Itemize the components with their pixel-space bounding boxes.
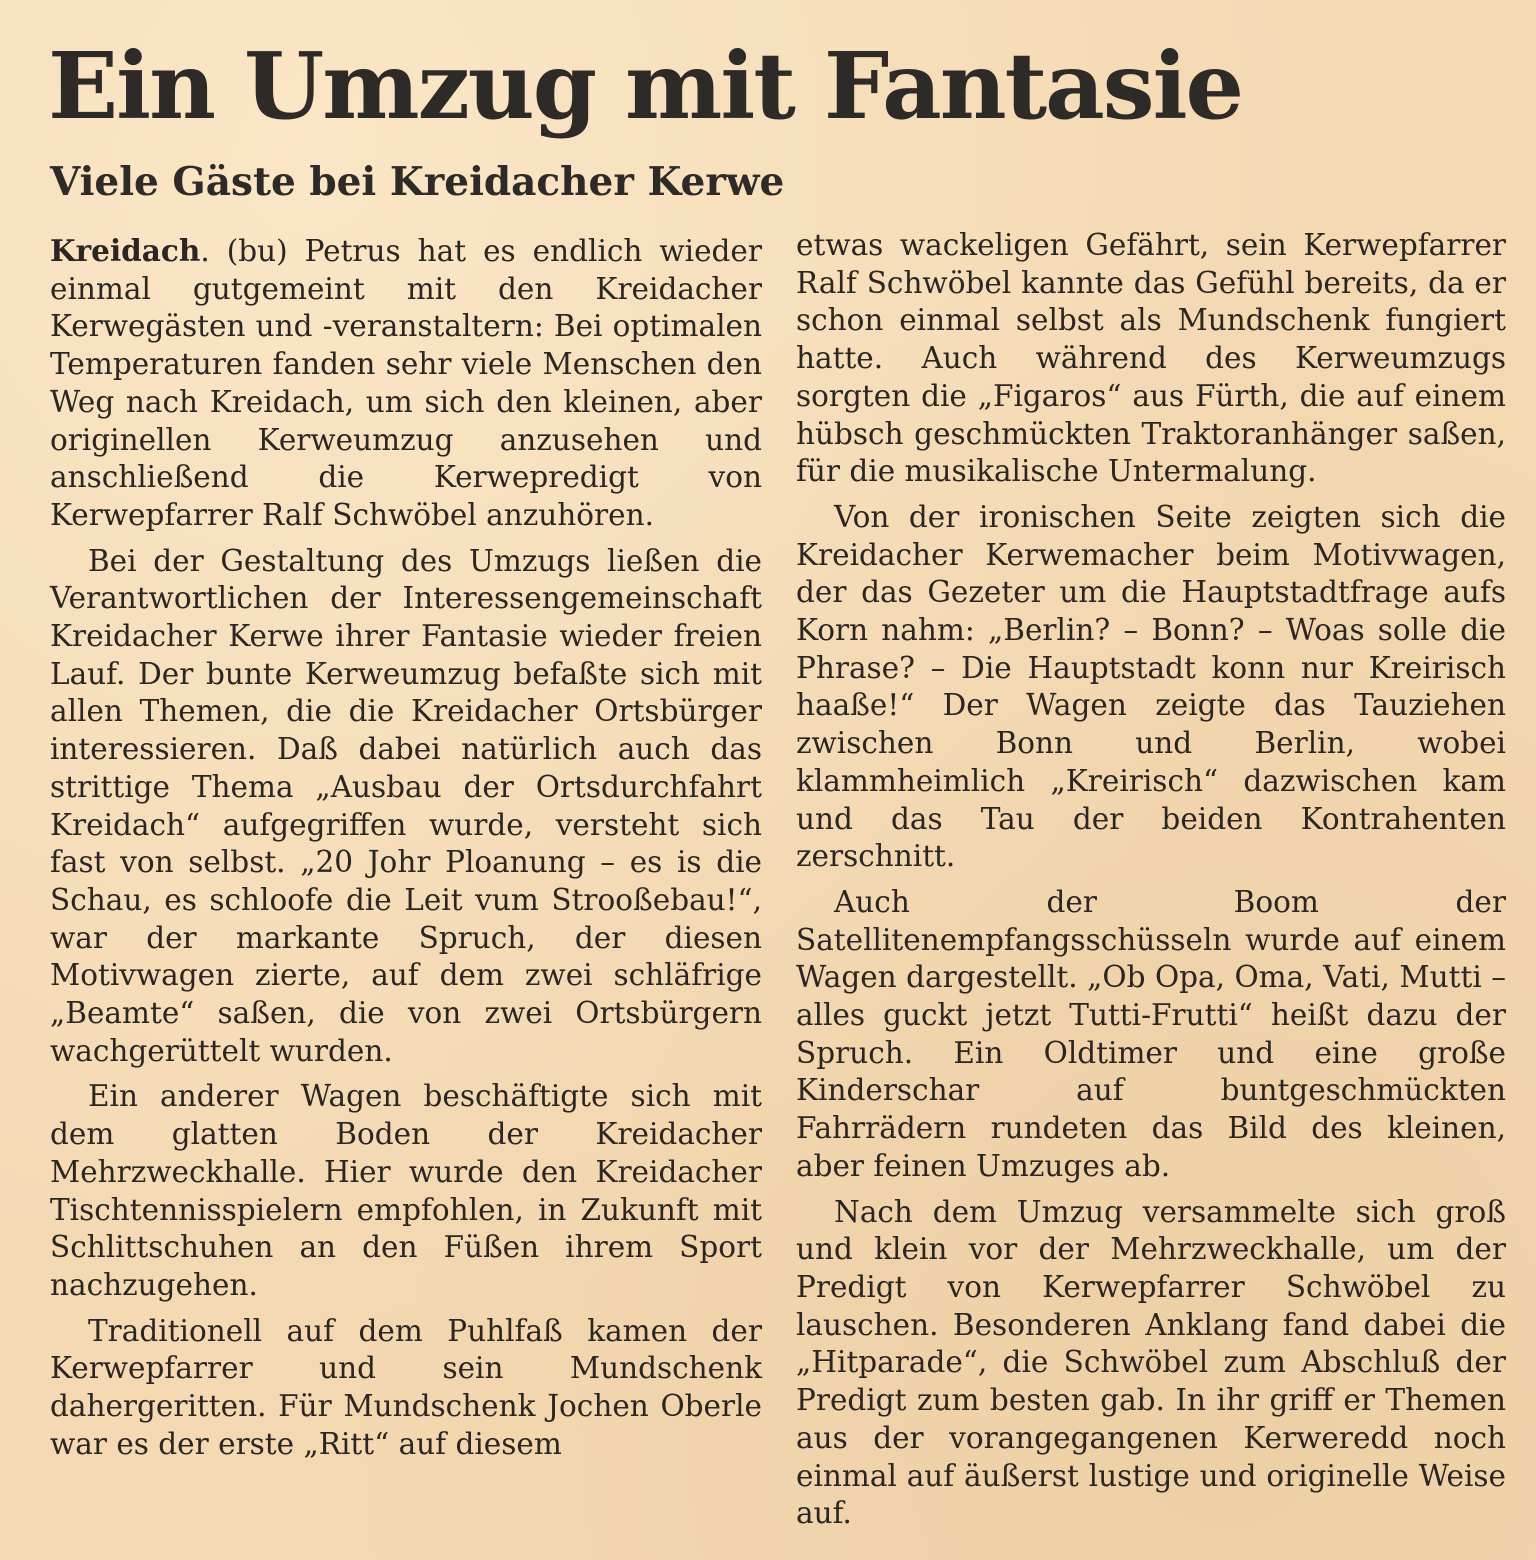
paragraph-lead [50,232,762,535]
article-column-left [50,232,762,1464]
paragraph: Bei der Gestaltung des Umzugs ließen die Verantwortlichen der Interessengemeinschaft Kreidacher Kerwe ihrer Fantasie wieder freien Lauf. Der bunte Kerweumzug befaßte sich mit allen Themen, die die Kreidacher Ortsbürger interessieren. Daß dabei natürlich auch das strittige Thema „Ausbau der Ortsdurchfahrt Kreidach“ aufgegriffen wurde, versteht sich fast von selbst. „20 Johr Ploanung – es is die Schau, es schloofe die Leit vum Strooßebau!“, war der markante Spruch, der diesen Motivwagen zierte, auf dem zwei schläfrige „Beamte“ saßen, die von zwei Ortsbürgern wachgerüttelt wurden. [50,543,762,1068]
dateline: Kreidach [50,233,201,268]
article-subheadline: Viele Gäste bei Kreidacher Kerwe [50,159,785,205]
article-column-right [796,227,1506,1533]
article-headline: Ein Umzug mit Fantasie [48,32,1243,140]
lead-text: (bu) Petrus hat es endlich wieder einmal gutgemeint mit den Kreidacher Kerwegästen und -veranstaltern: Bei optimalen Temperaturen fanden sehr viele Menschen den Weg nach Kreidach, um sich den kleinen, aber originellen Kerweumzug anzusehen und anschließend die Kerwepredigt von Kerwepfarrer Ralf Schwöbel anzuhören. [50,234,762,532]
paragraph: Ein anderer Wagen beschäftigte sich mit dem glatten Boden der Kreidacher Mehrzweckhalle. Hier wurde den Kreidacher Tischtennisspielern empfohlen, in Zukunft mit Schlittschuhen an den Füßen ihrem Sport nachzugehen. [50,1079,762,1302]
paragraph: Auch der Boom der Satellitenempfangsschüsseln wurde auf einem Wagen dargestellt. „Ob Opa, Oma, Vati, Mutti – alles guckt jetzt Tutti-Frutti“ heißt dazu der Spruch. Ein Oldtimer und eine große Kinderschar auf buntgeschmückten Fahrrädern rundeten das Bild des kleinen, aber feinen Umzuges ab. [796,884,1506,1183]
dateline-dot: . [200,234,227,268]
paragraph: Traditionell auf dem Puhlfaß kamen der Kerwepfarrer und sein Mundschenk dahergeritten. Für Mundschenk Jochen Oberle war es der erste „Ritt“ auf diesem [50,1313,762,1461]
paragraph-continuation: etwas wackeligen Gefährt, sein Kerwepfarrer Ralf Schwöbel kannte das Gefühl bereits, da er schon einmal selbst als Mundschenk fungiert hatte. Auch während des Kerweumzugs sorgten die „Figaros“ aus Fürth, die auf einem hübsch geschmückten Traktoranhänger saßen, für die musikalische Untermalung. [796,228,1506,489]
paragraph: Nach dem Umzug versammelte sich groß und klein vor der Mehrzweckhalle, um der Predigt von Kerwepfarrer Schwöbel zu lauschen. Besonderen Anklang fand dabei die „Hitparade“, die Schwöbel zum Abschluß der Predigt zum besten gab. In ihr griff er Themen aus der vorangegangenen Kerweredd noch einmal auf äußerst lustige und originelle Weise auf. [796,1194,1506,1531]
paragraph: Von der ironischen Seite zeigten sich die Kreidacher Kerwemacher beim Motivwagen, der das Gezeter um die Hauptstadtfrage aufs Korn nahm: „Berlin? – Bonn? – Woas solle die Phrase? – Die Hauptstadt konn nur Kreirisch haaße!“ Der Wagen zeigte das Tauziehen zwischen Bonn und Berlin, wobei klammheimlich „Kreirisch“ dazwischen kam und das Tau der beiden Kontrahenten zerschnitt. [796,499,1506,874]
